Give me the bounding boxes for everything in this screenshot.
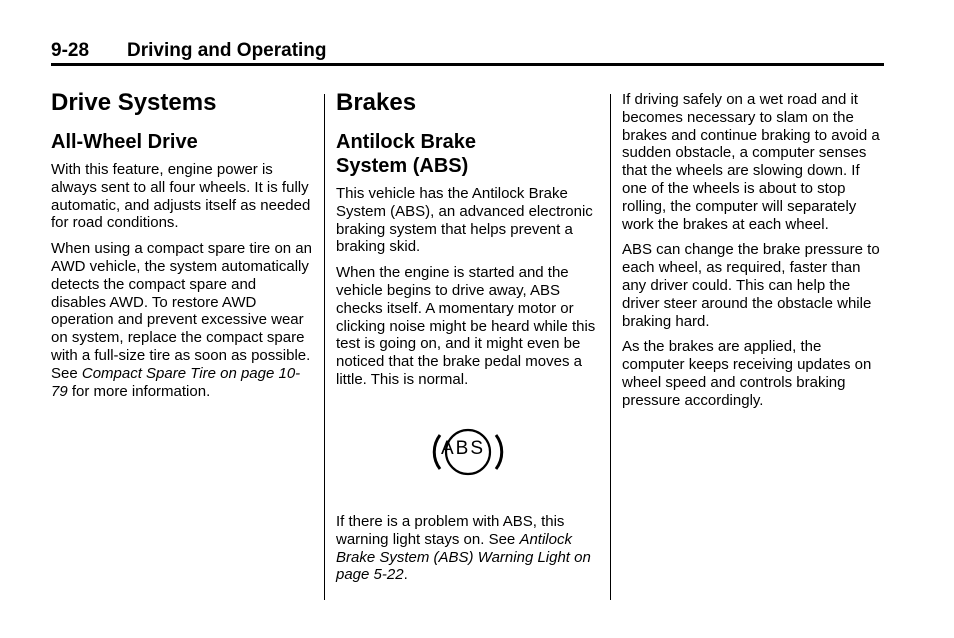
column-middle-bottom: [336, 513, 598, 592]
paragraph-text: If there is a problem with ABS, this warning light stays on. See: [336, 513, 565, 548]
cross-reference-link[interactable]: Antilock Brake System (ABS) Warning Light on page 5-22: [336, 530, 591, 584]
page-number: 9-28: [51, 40, 90, 61]
header-rule: [51, 63, 884, 66]
column-divider: [610, 94, 611, 600]
paragraph: This vehicle has the Antilock Brake System (ABS), an advanced electronic braking system that helps prevent a braking skid.: [336, 185, 593, 256]
column-middle: [336, 88, 598, 397]
section-title: Driving and Operating: [127, 40, 327, 61]
paragraph: ABS can change the brake pressure to each wheel, as required, faster than any driver could. This can help the driver steer around the obstacle while braking hard.: [622, 241, 880, 330]
abs-symbol-label: ABS: [441, 438, 486, 459]
paragraph: [336, 513, 598, 584]
paragraph: As the brakes are applied, the computer keeps receiving updates on wheel speed and controls braking pressure accordingly.: [622, 338, 872, 409]
subheading-abs: Antilock Brake System (ABS): [336, 131, 477, 177]
column-divider: [324, 94, 325, 600]
paragraph: If driving safely on a wet road and it becomes necessary to slam on the brakes and continue braking to avoid a sudden obstacle, a computer senses that the wheels are slowing down. If one of the wheels is about to stop rolling, the computer will separately work the brakes at each wheel.: [622, 91, 880, 233]
column-left: [51, 88, 313, 408]
paragraph: [51, 240, 313, 400]
paragraph: When the engine is started and the vehicle begins to drive away, ABS checks itself. A momentary motor or clicking noise might be heard while this test is going on, and it might even be noticed that the brake pedal moves a little. This is normal.: [336, 264, 596, 388]
column-right: [622, 91, 886, 418]
heading-brakes: Brakes: [336, 89, 417, 116]
paragraph-text: .: [403, 566, 408, 584]
paragraph-text: When using a compact spare tire on an AWD vehicle, the system automatically detects the compact spare and disables AWD. To restore AWD operation and prevent excessive wear on system, replace the compact spare with a full-size tire as soon as possible. See: [51, 240, 312, 382]
abs-warning-light-icon: [431, 427, 505, 477]
paragraph: With this feature, engine power is always sent to all four wheels. It is fully automatic, and adjusts itself as needed for road conditions.: [51, 161, 311, 232]
paragraph-text: for more information.: [67, 382, 211, 400]
subheading-all-wheel-drive: All-Wheel Drive: [51, 131, 198, 153]
heading-drive-systems: Drive Systems: [51, 89, 217, 116]
cross-reference-link[interactable]: Compact Spare Tire on page 10-79: [51, 364, 301, 400]
